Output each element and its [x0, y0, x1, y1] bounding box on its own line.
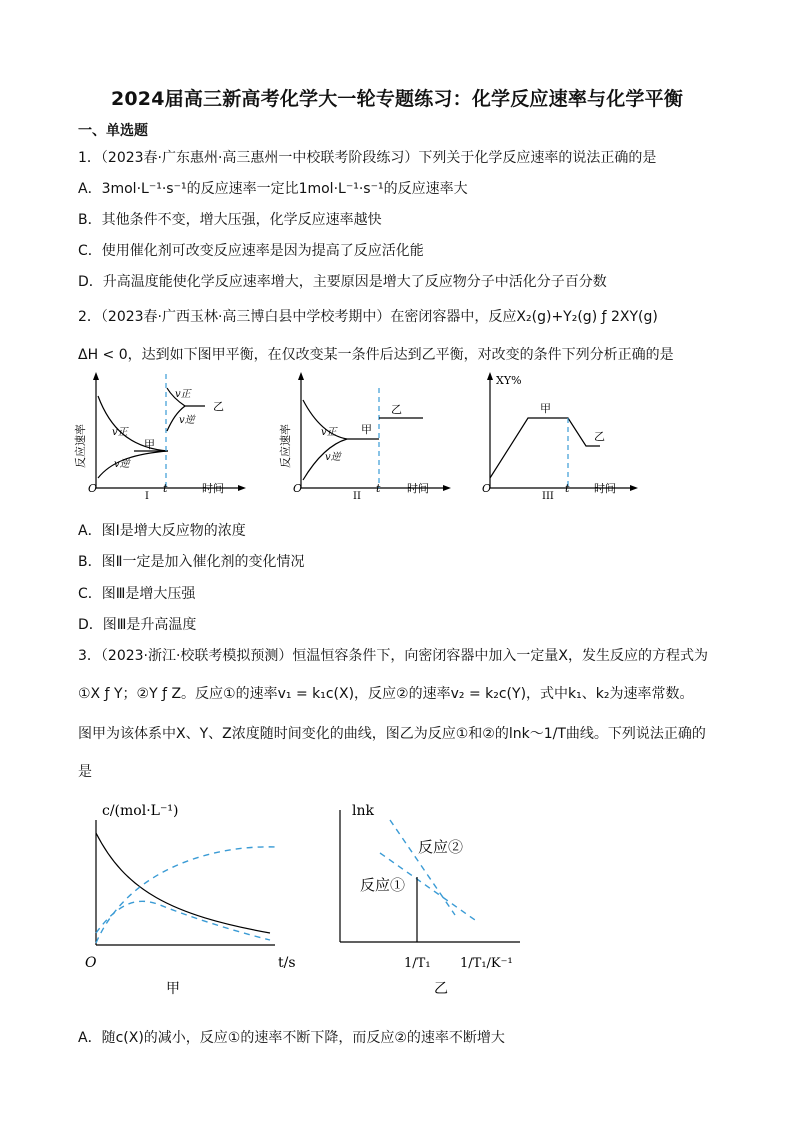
q3-line-4: 是	[78, 764, 92, 780]
graph-i-origin: O	[88, 482, 98, 495]
graph-jia	[80, 795, 305, 1000]
graph-ii-ylabel: 反应速率	[279, 424, 292, 468]
graph-i-v-ni: v逆	[114, 459, 130, 470]
graph-iii-yi: 乙	[594, 430, 605, 443]
graph-ii-label: II	[353, 491, 361, 502]
q3-line-3: 图甲为该体系中X、Y、Z浓度随时间变化的曲线，图乙为反应①和②的lnk～1/T曲线。下列说法正确的	[78, 726, 706, 742]
q2-option-c: C．图Ⅲ是增大压强	[78, 586, 196, 602]
section-heading: 一、单选题	[78, 123, 148, 139]
graph-yi-tick: 1/T₁	[404, 956, 431, 971]
graph-jia-x-curve	[96, 833, 270, 933]
graph-ii-time: 时间	[407, 482, 429, 495]
graph-i-yi: 乙	[213, 400, 224, 413]
graph-iii-ylabel: XY%	[496, 374, 522, 387]
graph-iii-t: t	[565, 482, 570, 495]
graph-ii-t: t	[376, 482, 381, 495]
q3-stem: 3．（2023·浙江·校联考模拟预测）恒温恒容条件下，向密闭容器中加入一定量X，发生反应的方程式为	[78, 648, 709, 664]
q3-option-a: A．随c(X)的减小，反应①的速率不断下降，而反应②的速率不断增大	[78, 1030, 505, 1046]
graph-i-v-forward-curve	[98, 396, 168, 451]
q1-stem: 1．（2023春·广东惠州·高三惠州一中校联考阶段练习）下列关于化学反应速率的说法正确的是	[78, 150, 657, 166]
graph-i-time: 时间	[202, 482, 224, 495]
page-title: 2024届高三新高考化学大一轮专题练习：化学反应速率与化学平衡	[110, 88, 684, 110]
q1-option-d: D．升高温度能使化学反应速率增大，主要原因是增大了反应物分子中活化分子百分数	[78, 274, 607, 290]
graph-i-v-zheng: v正	[112, 427, 128, 438]
q3-line-2: ①X ƒ Y；②Y ƒ Z。反应①的速率v₁ = k₁c(X)，反应②的速率v₂ = k₂c(Y)，式中k₁、k₂为速率常数。	[78, 686, 694, 702]
graph-ii-jia: 甲	[361, 423, 372, 436]
graph-ii-v-ni: v逆	[325, 452, 341, 463]
q2-option-d: D．图Ⅲ是升高温度	[78, 617, 197, 633]
graph-jia-xlabel: t/s	[278, 955, 296, 971]
graph-i-ylabel: 反应速率	[74, 424, 87, 468]
graph-iii	[470, 368, 650, 503]
graph-ii-origin: O	[293, 482, 303, 495]
graph-iii-label: III	[542, 491, 554, 502]
graph-i-label: I	[145, 491, 149, 502]
graph-i-v-ni-2: v逆	[179, 415, 195, 426]
graph-iii-jia: 甲	[540, 402, 551, 415]
graph-jia-caption: 甲	[166, 981, 180, 997]
q1-option-b: B．其他条件不变，增大压强，化学反应速率越快	[78, 212, 382, 228]
graph-ii-v-zheng: v正	[321, 427, 337, 438]
graph-i-t: t	[163, 482, 168, 495]
graph-ii	[275, 368, 455, 503]
q1-option-c: C．使用催化剂可改变反应速率是因为提高了反应活化能	[78, 243, 424, 259]
graph-iii-xy-curve	[490, 418, 600, 478]
graph-i-v-reverse-curve	[98, 451, 168, 478]
graph-iii-origin: O	[482, 482, 492, 495]
graph-jia-origin: O	[85, 955, 97, 971]
graph-i-jia: 甲	[144, 438, 155, 451]
graph-iii-time: 时间	[594, 482, 616, 495]
graph-yi	[330, 795, 530, 1000]
graph-jia-y-curve	[96, 901, 270, 940]
q2-stem: 2．（2023春·广西玉林·高三博白县中学校考期中）在密闭容器中，反应X₂(g)+Y₂(g) ƒ 2XY(g)	[78, 309, 658, 325]
graph-i	[70, 368, 250, 503]
graph-ii-yi: 乙	[391, 403, 402, 416]
graph-i-v-zheng-2: v正	[175, 389, 191, 400]
q2-stem-2: ΔH < 0，达到如下图甲平衡，在仅改变某一条件后达到乙平衡，对改变的条件下列分析正确的是	[78, 347, 674, 363]
q2-option-b: B．图Ⅱ一定是加入催化剂的变化情况	[78, 554, 305, 570]
graph-yi-xlabel: 1/T₁/K⁻¹	[460, 956, 513, 971]
q1-option-a: A．3mol·L⁻¹·s⁻¹的反应速率一定比1mol·L⁻¹·s⁻¹的反应速率大	[78, 181, 468, 197]
graph-jia-ylabel: c/(mol·L⁻¹)	[102, 803, 179, 819]
graph-yi-ylabel: lnk	[352, 803, 374, 819]
graph-yi-caption: 乙	[434, 981, 448, 997]
graph-yi-rxn1-label: 反应①	[360, 876, 406, 894]
q2-option-a: A．图Ⅰ是增大反应物的浓度	[78, 523, 246, 539]
graph-yi-rxn2-label: 反应②	[418, 838, 464, 856]
